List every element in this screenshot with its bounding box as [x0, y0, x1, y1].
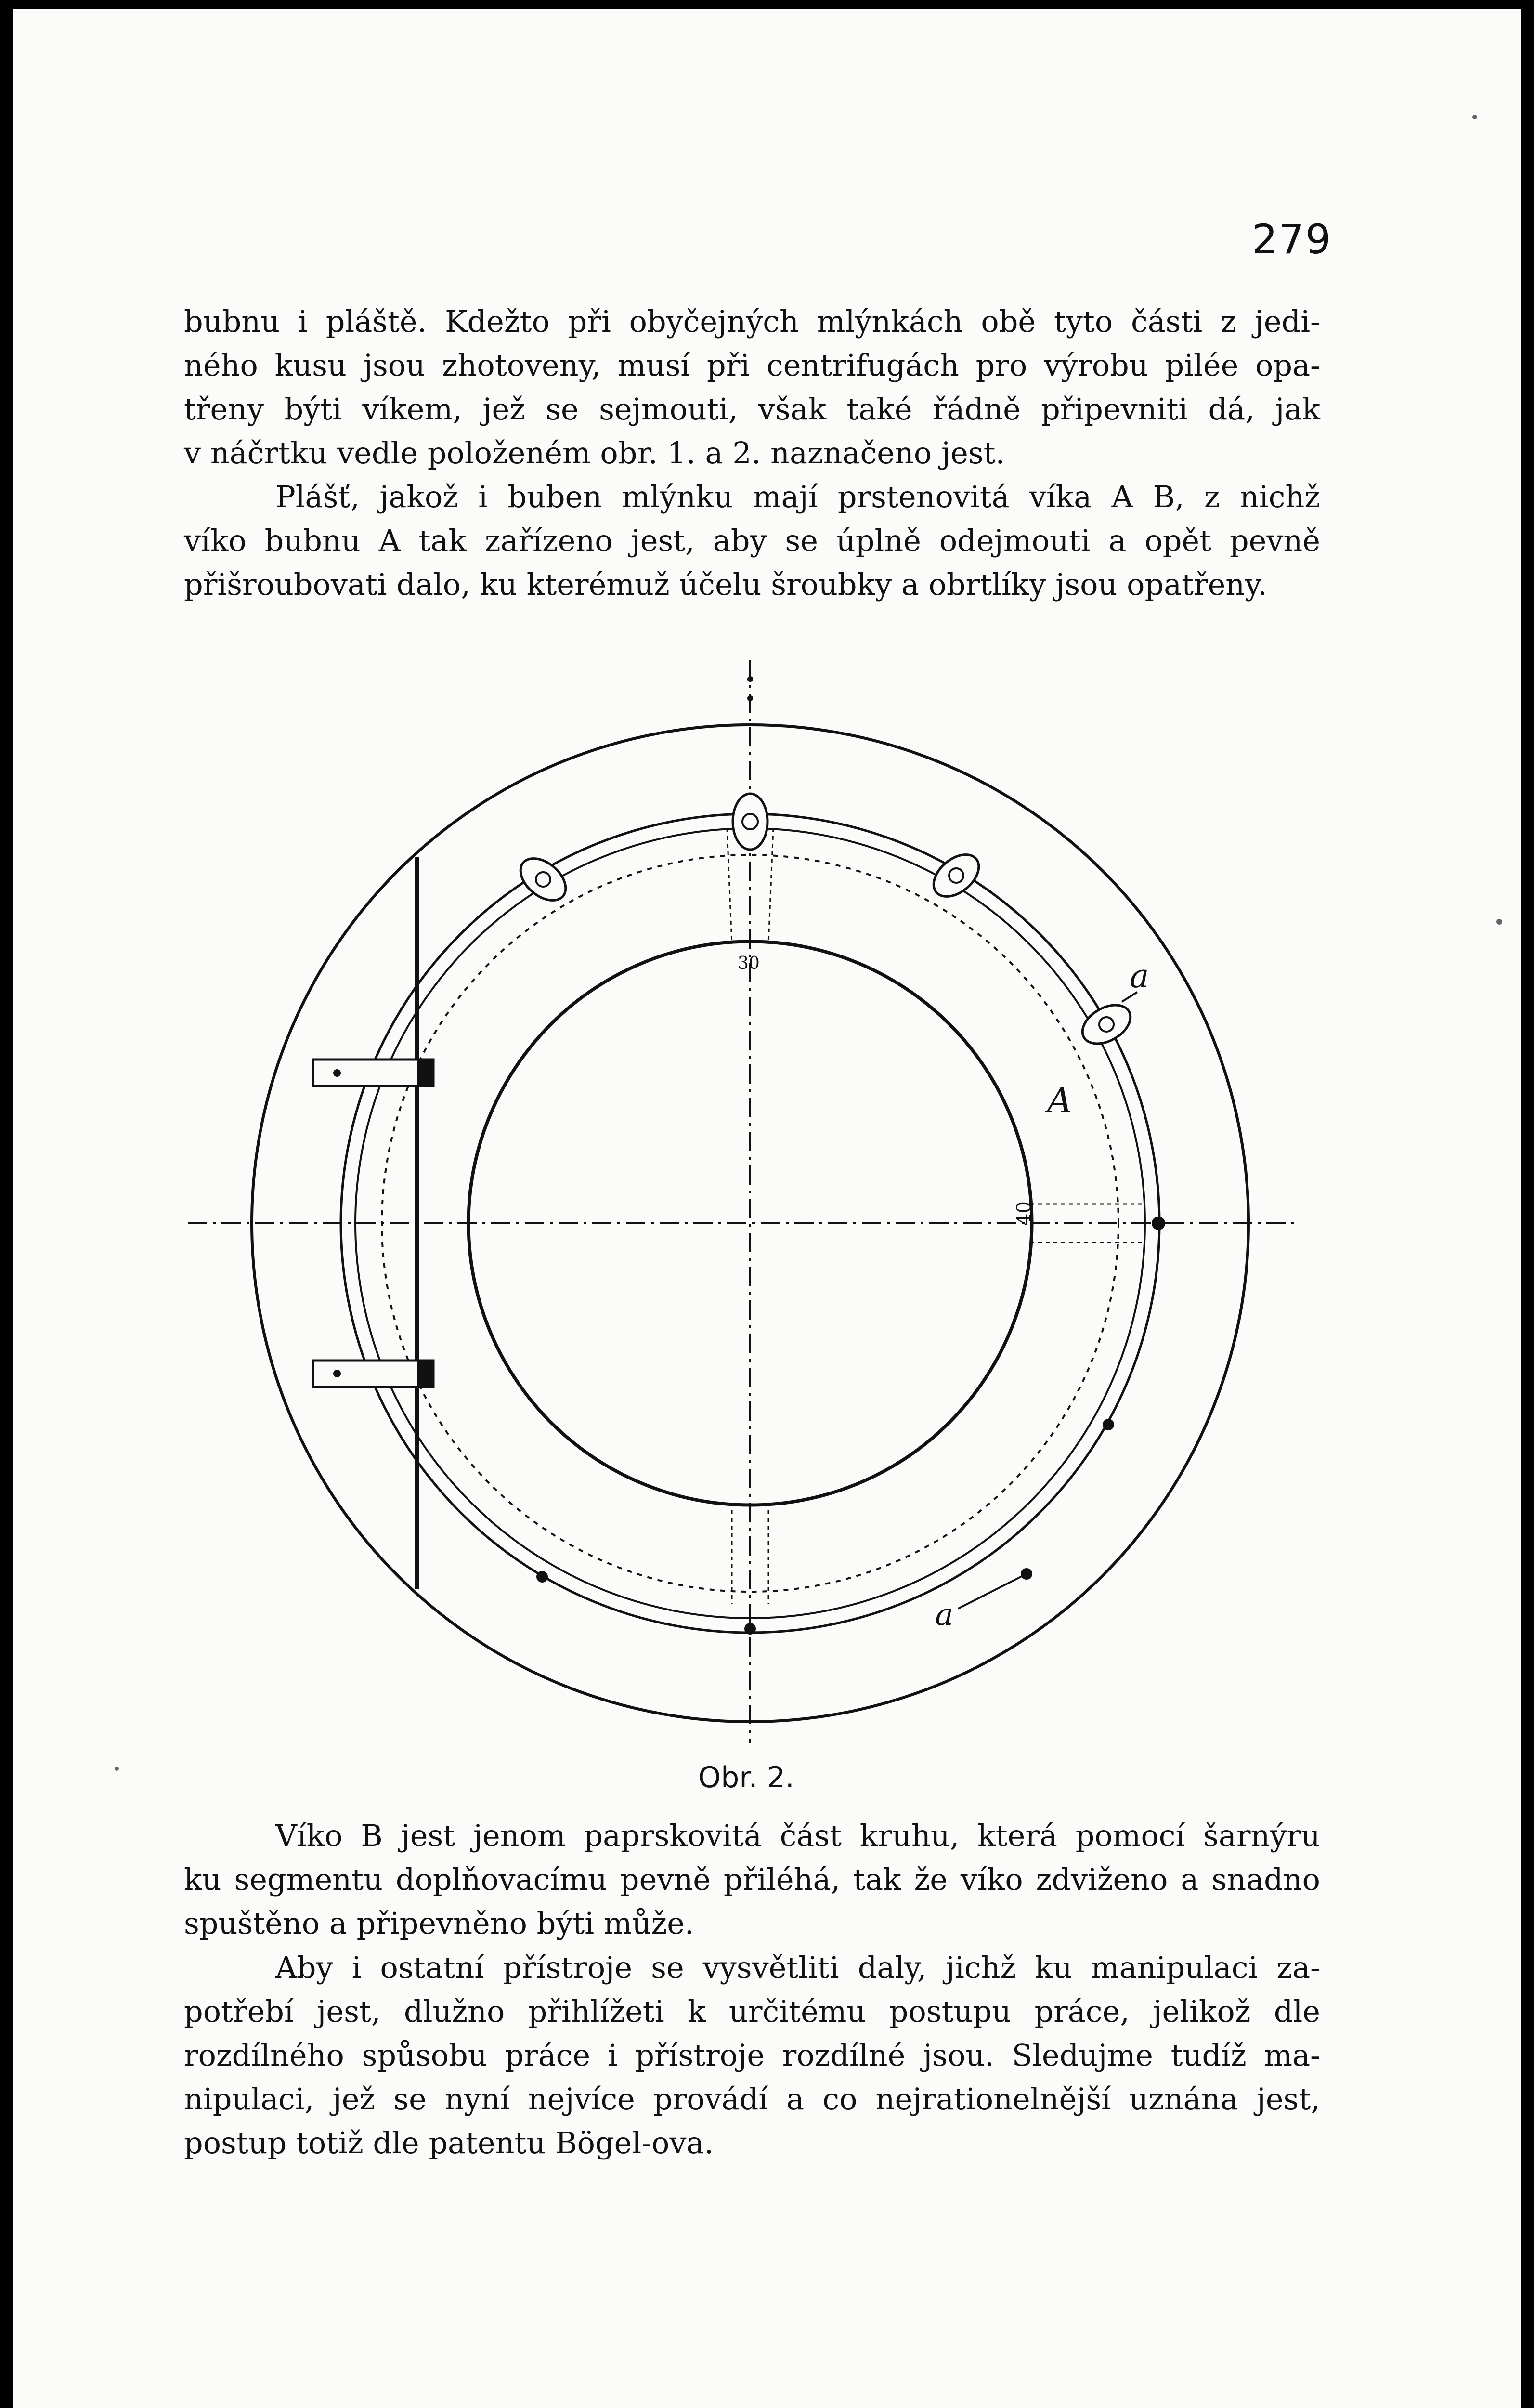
hinge-pin: [333, 1370, 341, 1377]
hinge-knuckle: [417, 1361, 433, 1387]
text-line: potřebí jest, dlužno přihlížeti k určitému postupu práce, jelikož dle: [184, 1994, 1320, 2029]
dimension-line: [768, 828, 773, 944]
text-line: přišroubovati dalo, ku kterémuž účelu šroubky a obrtlíky jsou opatřeny.: [184, 567, 1267, 602]
paragraph-4: [184, 1946, 1320, 2165]
label-a-top: a: [1130, 957, 1149, 995]
text-line: spuštěno a připevněno býti může.: [184, 1906, 694, 1941]
screw-icon: [1152, 1217, 1165, 1230]
figure-caption: Obr. 2.: [698, 1761, 794, 1794]
text-line: Víko B jest jenom paprskovitá část kruhu, která pomocí šarnýru: [275, 1818, 1320, 1853]
dimension-right: 40: [1013, 1201, 1035, 1226]
label-A: A: [1047, 1080, 1072, 1121]
dimension-line: [727, 828, 732, 944]
screw-icon: [536, 1571, 548, 1583]
page-number: 279: [1252, 216, 1332, 263]
turn-button: [1076, 997, 1137, 1052]
text-line: Aby i ostatní přístroje se vysvětliti daly, jichž ku manipulaci za-: [275, 1950, 1320, 1985]
leader-line: [958, 1574, 1027, 1609]
hinge-lower: [313, 1361, 433, 1387]
hinge-pin: [333, 1069, 341, 1077]
turn-button: [926, 846, 987, 905]
text-line: třeny býti víkem, jež se sejmouti, však také řádně připevniti dá, jak: [184, 392, 1320, 427]
text-line: víko bubnu A tak zařízeno jest, aby se úplně odejmouti a opět pevně: [184, 523, 1320, 558]
screw-icon: [744, 1623, 756, 1635]
label-a-bottom: a: [935, 1597, 954, 1633]
text-line: postup totiž dle patentu Bögel-ova.: [184, 2125, 714, 2160]
turn-button: [733, 794, 767, 850]
screw-icon: [747, 695, 753, 701]
text-line: ku segmentu doplňovacímu pevně přiléhá, tak že víko zdviženo a snadno: [184, 1862, 1320, 1897]
hinge-upper: [313, 1060, 433, 1086]
dimension-top: 30: [738, 954, 760, 973]
text-line: nipulaci, jež se nyní nejvíce provádí a co nejrationelnější uznána jest,: [184, 2081, 1320, 2117]
text-line: rozdílného spůsobu práce i přístroje rozdílné jsou. Sledujme tudíž ma-: [184, 2038, 1320, 2073]
text-line: Plášť, jakož i buben mlýnku mají prstenovitá víka A B, z nichž: [275, 479, 1320, 514]
text-line: v náčrtku vedle položeném obr. 1. a 2. naznačeno jest.: [184, 435, 1005, 471]
screw-icon: [1103, 1419, 1114, 1430]
hinge-knuckle: [417, 1060, 433, 1086]
text-line: ného kusu jsou zhotoveny, musí při centrifugách pro výrobu pilée opa-: [184, 348, 1320, 383]
paragraph-3: [184, 1814, 1320, 1945]
text-line: bubnu i pláště. Kdežto při obyčejných mlýnkách obě tyto části z jedi-: [184, 304, 1320, 339]
screw-icon: [747, 676, 753, 682]
